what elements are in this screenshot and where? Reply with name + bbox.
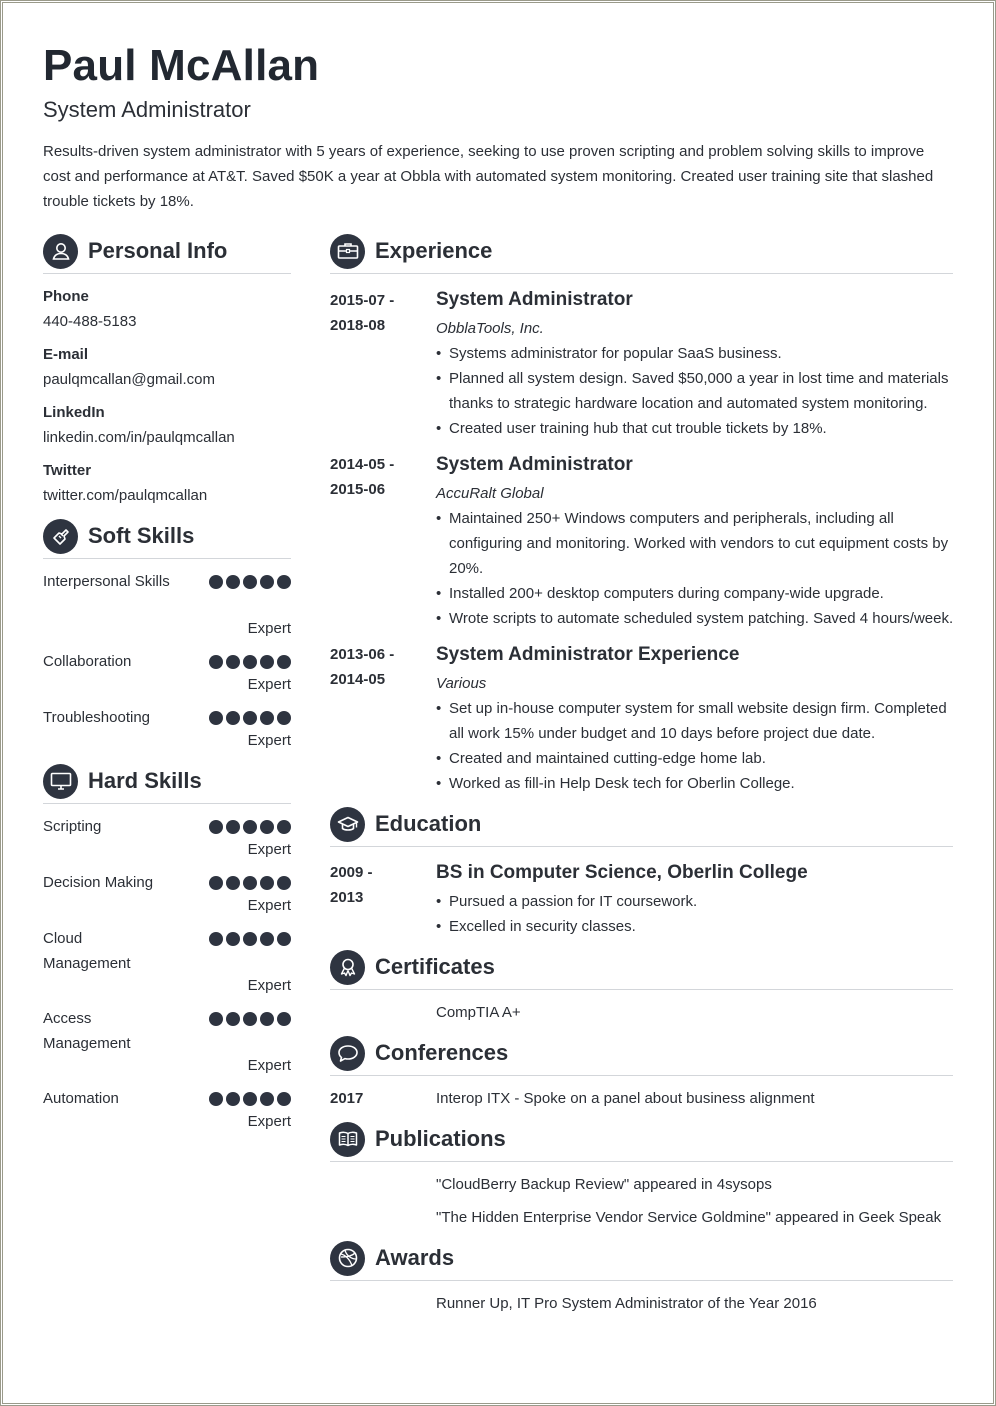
education-header (330, 804, 481, 844)
job-title: System Administrator (436, 454, 633, 475)
candidate-name: Paul McAllan (43, 41, 320, 90)
list-item: • Systems administrator for popular SaaS business. (436, 341, 956, 366)
section-title: Publications (375, 1126, 506, 1151)
skill-row (43, 705, 291, 755)
twitter-label: Twitter (43, 462, 92, 479)
job-date: 2014-05 - 2015-06 (330, 456, 395, 498)
education-bullets (436, 889, 956, 939)
job-title: System Administrator Experience (436, 644, 740, 665)
certificates-header (330, 947, 495, 987)
skill-row (43, 1006, 291, 1081)
soft-skills-header (43, 516, 194, 556)
degree-title: BS in Computer Science, Oberlin College (436, 862, 808, 883)
awards-header (330, 1238, 454, 1278)
publication-item: "The Hidden Enterprise Vendor Service Goldmine" appeared in Geek Speak (436, 1209, 942, 1226)
person-icon (43, 234, 78, 269)
section-title: Soft Skills (88, 523, 195, 548)
twitter-value[interactable]: twitter.com/paulqmcallan (43, 487, 208, 504)
company-name: AccuRalt Global (436, 485, 544, 502)
conference-item: Interop ITX - Spoke on a panel about business alignment (436, 1090, 815, 1107)
skill-rating (209, 575, 291, 589)
hard-skills-header (43, 761, 202, 801)
skill-name: Decision Making (43, 874, 154, 891)
skill-name: Scripting (43, 818, 102, 835)
briefcase-icon (330, 234, 365, 269)
publication-item: "CloudBerry Backup Review" appeared in 4sysops (436, 1176, 772, 1193)
section-title: Conferences (375, 1040, 509, 1065)
job-title: System Administrator (436, 289, 633, 310)
section-title: Education (375, 811, 482, 836)
experience-header (330, 231, 492, 271)
list-item: • Created user training hub that cut trouble tickets by 18%. (436, 416, 956, 441)
skill-level: Expert (247, 1113, 291, 1130)
section-title: Hard Skills (88, 768, 202, 793)
divider (330, 1075, 953, 1076)
globe-icon (330, 1241, 365, 1276)
section-title: Awards (375, 1245, 455, 1270)
skill-level: Expert (247, 620, 291, 637)
skill-level: Expert (247, 977, 291, 994)
divider (43, 273, 291, 274)
ribbon-icon (330, 950, 365, 985)
skill-name: Access Management (43, 1010, 131, 1052)
section-title: Experience (375, 238, 493, 263)
skill-row (43, 814, 291, 864)
list-item: • Pursued a passion for IT coursework. (436, 889, 956, 914)
job-bullets (436, 696, 956, 796)
list-item: • Created and maintained cutting-edge home lab. (436, 746, 956, 771)
education-date: 2009 - 2013 (330, 864, 373, 906)
skill-row (43, 569, 291, 639)
list-item: • Planned all system design. Saved $50,000 a year in lost time and materials thanks to strategic hardware location and automated system monitoring. (436, 366, 956, 416)
skill-rating (209, 655, 291, 669)
divider (330, 846, 953, 847)
divider (330, 273, 953, 274)
conferences-header (330, 1033, 508, 1073)
linkedin-value[interactable]: linkedin.com/in/paulqmcallan (43, 429, 235, 446)
certificate-item: CompTIA A+ (436, 1004, 521, 1021)
divider (43, 558, 291, 559)
skill-name: Interpersonal Skills (43, 573, 170, 590)
personal-info-header (43, 231, 227, 271)
monitor-icon (43, 764, 78, 799)
skill-level: Expert (247, 1057, 291, 1074)
book-icon (330, 1122, 365, 1157)
divider (330, 989, 953, 990)
section-title: Certificates (375, 954, 495, 979)
divider (330, 1161, 953, 1162)
divider (43, 803, 291, 804)
skill-level: Expert (247, 897, 291, 914)
divider (330, 1280, 953, 1281)
job-bullets (436, 506, 956, 631)
phone-label: Phone (43, 288, 89, 305)
skill-level: Expert (247, 676, 291, 693)
speech-bubble-icon (330, 1036, 365, 1071)
job-date: 2015-07 - 2018-08 (330, 292, 395, 334)
company-name: Various (436, 675, 487, 692)
skill-name: Cloud Management (43, 930, 131, 972)
skill-rating (209, 1012, 291, 1026)
skill-row (43, 649, 291, 699)
summary: Results-driven system administrator with 5 years of experience, seeking to use proven scripting and problem solving skills to improve cost and performance at AT&T. Saved $50K a year at Obbla with automated system monitoring. Created user training site that slashed trouble tickets by 18%. (43, 143, 934, 210)
phone-value[interactable]: 440-488-5183 (43, 313, 137, 330)
skill-name: Collaboration (43, 653, 132, 670)
email-label: E-mail (43, 346, 89, 363)
skill-name: Troubleshooting (43, 709, 151, 726)
list-item: • Maintained 250+ Windows computers and peripherals, including all configuring and monitoring. Worked with vendors to cut equipment costs by 20%. (436, 506, 956, 581)
skill-rating (209, 1092, 291, 1106)
skill-level: Expert (247, 841, 291, 858)
skill-level: Expert (247, 732, 291, 749)
award-item: Runner Up, IT Pro System Administrator of the Year 2016 (436, 1295, 817, 1312)
job-date: 2013-06 - 2014-05 (330, 646, 395, 688)
skill-row (43, 926, 291, 1001)
list-item: • Set up in-house computer system for small website design firm. Completed all work 15% under budget and 10 days before project due date. (436, 696, 956, 746)
skill-rating (209, 711, 291, 725)
list-item: • Worked as fill-in Help Desk tech for Oberlin College. (436, 771, 956, 796)
job-bullets (436, 341, 956, 441)
skill-name: Automation (43, 1090, 119, 1107)
linkedin-label: LinkedIn (43, 404, 105, 421)
company-name: ObblaTools, Inc. (436, 320, 544, 337)
list-item: • Wrote scripts to automate scheduled system patching. Saved 4 hours/week. (436, 606, 956, 631)
conference-year: 2017 (330, 1090, 364, 1107)
publications-header (330, 1119, 506, 1159)
list-item: • Installed 200+ desktop computers during company-wide upgrade. (436, 581, 956, 606)
skill-row (43, 1086, 291, 1136)
skill-rating (209, 876, 291, 890)
graduation-cap-icon (330, 807, 365, 842)
list-item: • Excelled in security classes. (436, 914, 956, 939)
section-title: Personal Info (88, 238, 228, 263)
handshake-icon (43, 519, 78, 554)
skill-rating (209, 932, 291, 946)
skill-rating (209, 820, 291, 834)
skill-row (43, 870, 291, 920)
email-value[interactable]: paulqmcallan@gmail.com (43, 371, 215, 388)
candidate-role: System Administrator (43, 97, 251, 122)
